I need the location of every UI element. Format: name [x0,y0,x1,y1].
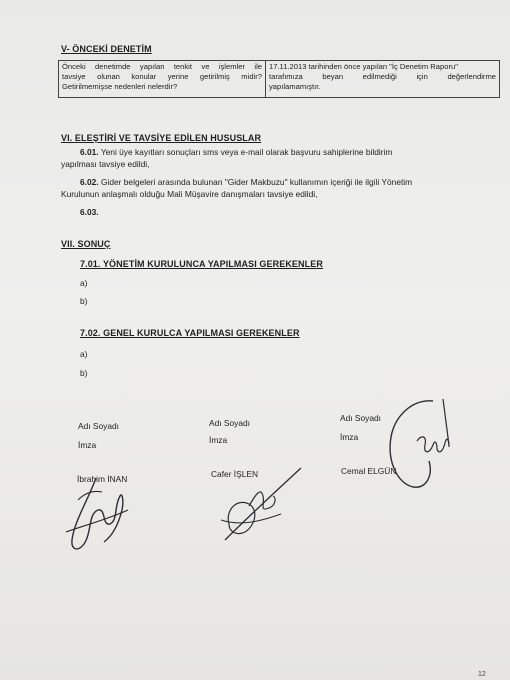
signer-1-name-label: Adı Soyadı [78,421,119,431]
signer-2-name-label: Adı Soyadı [209,418,250,428]
signer-3-name-label: Adı Soyadı [340,413,381,423]
item-6-02-text-1: Gider belgeleri arasında bulunan "Gider Makbuzu" kullanımın içeriği ile ilgili Yönetim [100,177,413,187]
question-line-2: tavsiye olunan konular yerine getirilmiş midir? [62,72,262,81]
page-number: 12 [478,671,486,678]
signer-3-name: Cemal ELGÜN [341,466,397,476]
signer-1-signature-label: İmza [78,440,97,450]
item-6-01-text-2: yapılması tavsiye edildi, [61,159,150,169]
answer-line-1: 17.11.2013 tarihinden önce yapılan "İç Denetim Raporu" [269,62,458,71]
section-7-heading: VII. SONUÇ [61,239,111,249]
section-5-heading: V- ÖNCEKİ DENETİM [61,44,152,54]
previous-audit-table [58,60,500,98]
signer-3-handwritten-signature [383,395,463,495]
item-6-01-number: 6.01. [80,147,99,157]
signer-2-signature-label: İmza [209,435,228,445]
item-6-01-text-1: Yeni üye kayıtları sonuçları sms veya e-mail olarak başvuru sahiplerine bildirim [100,147,393,157]
subsection-7-02-item-a: a) [80,349,88,359]
subsection-7-02-item-b: b) [80,368,88,378]
signer-2-handwritten-signature [215,462,315,552]
answer-line-3: yapılamamıştır. [269,82,321,91]
section-6-heading: VI. ELEŞTİRİ VE TAVSİYE EDİLEN HUSUSLAR [61,133,262,143]
answer-line-2: tarafımıza beyan edilmediği için değerlendirme [269,72,496,81]
question-line-1: Önceki denetimde yapılan tenkit ve işlemler ile [62,62,262,71]
subsection-7-01-heading: 7.01. YÖNETİM KURULUNCA YAPILMASI GEREKENLER [80,259,323,269]
item-6-02 [80,177,412,188]
item-6-01 [80,147,392,158]
previous-audit-answer-cell [266,61,500,98]
signer-1-handwritten-signature [58,470,148,560]
signer-1-name: İbrahim İNAN [77,474,128,484]
subsection-7-01-item-a: a) [80,278,88,288]
question-line-3: Getirilmemişse nedenleri nelerdir? [62,82,178,91]
previous-audit-question-cell [59,61,266,98]
item-6-03-number: 6.03. [80,207,99,217]
item-6-02-text-2: Kurulunun anlaşmalı olduğu Mali Müşavire danışmaları tavsiye edildi, [61,189,318,199]
item-6-02-number: 6.02. [80,177,99,187]
subsection-7-02-heading: 7.02. GENEL KURULCA YAPILMASI GEREKENLER [80,328,300,338]
subsection-7-01-item-b: b) [80,296,88,306]
signer-3-signature-label: İmza [340,432,359,442]
signer-2-name: Cafer İŞLEN [211,469,259,479]
